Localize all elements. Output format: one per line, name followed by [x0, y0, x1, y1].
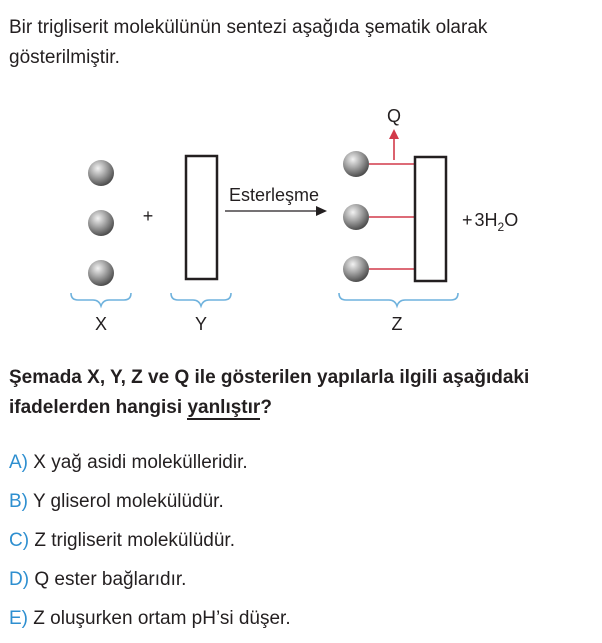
q-arrowhead — [389, 129, 399, 139]
plus-sign: + — [142, 206, 154, 226]
label-z: Z — [391, 314, 403, 334]
brace-z — [339, 293, 458, 306]
label-y: Y — [194, 314, 208, 334]
brace-x — [71, 293, 131, 306]
answer-options — [9, 448, 291, 643]
question-text: Şemada X, Y, Z ve Q ile gösterilen yapılarla ilgili aşağıdaki ifadelerden hangisi yanlıştır? — [9, 367, 530, 418]
triglyceride-synthesis-diagram — [0, 95, 602, 345]
brace-y — [171, 293, 231, 306]
option-e[interactable]: E) Z oluşurken ortam pH’si düşer. — [9, 608, 291, 629]
fatty-acid-sphere — [88, 210, 114, 236]
underlined-word: yanlıştır — [187, 397, 261, 418]
intro-text: Bir trigliserit molekülünün sentezi aşağıda şematik olarak gösterilmiştir. — [9, 17, 488, 68]
fatty-acid-sphere — [88, 260, 114, 286]
fatty-acid-sphere — [88, 160, 114, 186]
option-b[interactable]: B) Y gliserol molekülüdür. — [9, 491, 224, 512]
label-x: X — [94, 314, 108, 334]
fatty-acid-sphere — [343, 256, 369, 282]
option-d[interactable]: D) Q ester bağlarıdır. — [9, 569, 187, 590]
option-a[interactable]: A) X yağ asidi molekülleridir. — [9, 452, 248, 473]
product-plus: + — [462, 210, 473, 230]
glycerol-rect — [415, 157, 446, 281]
fatty-acid-sphere — [343, 151, 369, 177]
label-q: Q — [386, 106, 402, 126]
arrow-label: Esterleşme — [229, 185, 320, 205]
fatty-acid-sphere — [343, 204, 369, 230]
water-product: + $3H_2O$ — [462, 210, 519, 234]
reaction-arrowhead — [316, 206, 327, 216]
glycerol-rect — [186, 156, 217, 279]
option-c[interactable]: C) Z trigliserit molekülüdür. — [9, 530, 235, 551]
